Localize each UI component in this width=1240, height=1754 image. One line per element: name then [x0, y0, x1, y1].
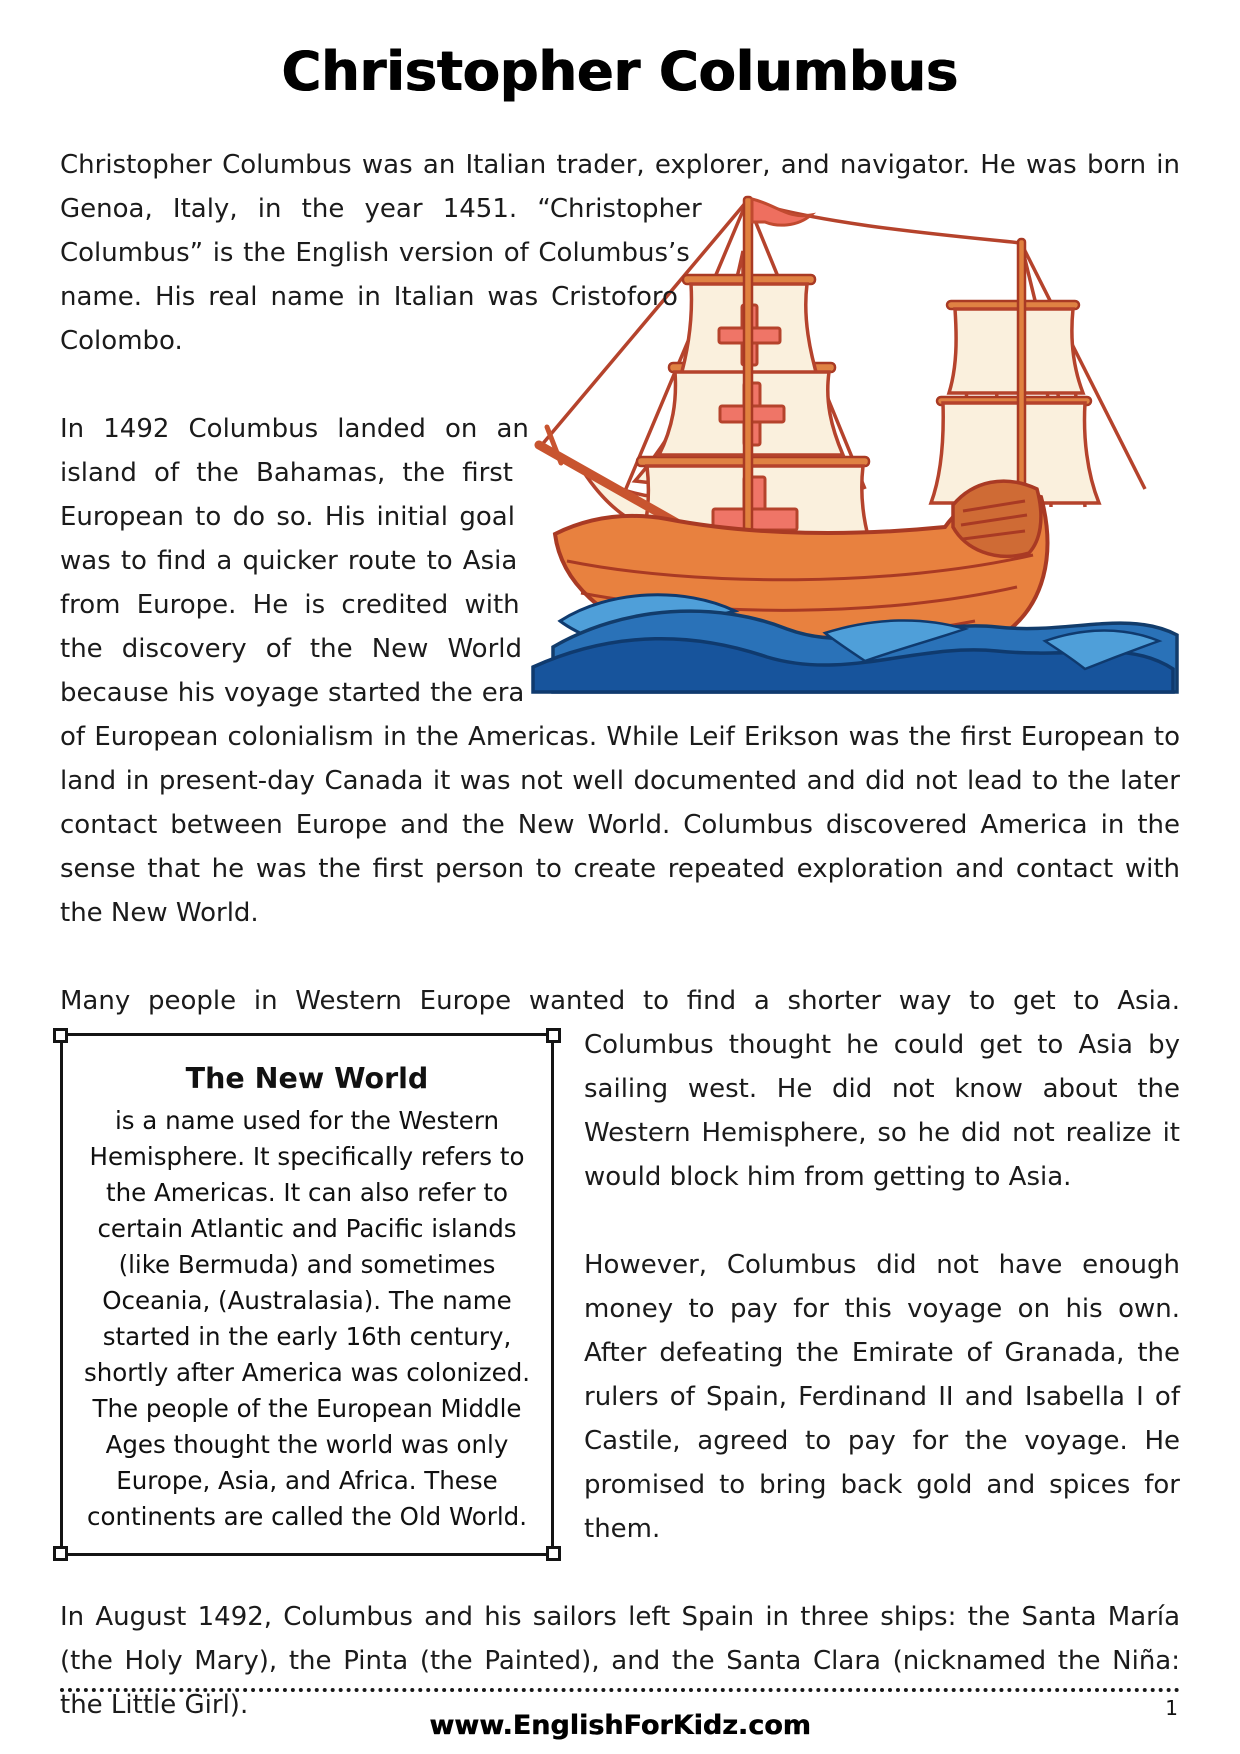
- infobox-body: is a name used for the Western Hemisphere. It specifically refers to the Americas. It can also refer to certain Atlantic and Pacific islands (like Bermuda) and sometimes Oceania, (Australasia). The name started in the early 16th century, shortly after America was colonized. The people of the European Middle Ages thought the world was only Europe, Asia, and Africa. These continents are called the Old World.: [83, 1106, 531, 1531]
- page-number: 1: [1165, 1696, 1178, 1720]
- paragraph-ships: In August 1492, Columbus and his sailors left Spain in three ships: the Santa María (the Holy Mary), the Pinta (the Painted), and the Santa Clara (nicknamed the Niña: the Little Girl).: [60, 1602, 1180, 1720]
- page-footer: [60, 1688, 1180, 1741]
- paragraph-funding: However, Columbus did not have enough money to pay for this voyage on his own. After defeating the Emirate of Granada, the rulers of Spain, Ferdinand II and Isabella I of Castile, agreed to pay for the voyage. He promised to bring back gold and spices for them.: [584, 1250, 1180, 1544]
- ship-fore-sails: [931, 309, 1099, 503]
- paragraph-discovery: In 1492 Columbus landed on an island of the Bahamas, the first European to do so. His initial goal was to find a quicker route to Asia from Europe. He is credited with the discovery of the New World because his voyage started the era of European colonialism in the Americas. While Leif Erikson was the first European to land in present-day Canada it was not well documented and did not lead to the later contact between Europe and the New World. Columbus discovered America in the sense that he was the first person to create repeated exploration and contact with the New World.: [60, 414, 1180, 928]
- footer-website-url: www.EnglishForKidz.com: [429, 1710, 811, 1741]
- paragraph-intro: Christopher Columbus was an Italian trader, explorer, and navigator. He was born in Genoa, Italy, in the year 1451. “Christopher Columbus” is the English version of Columbus’s name. His real name in Italian was Cristoforo Colombo.: [60, 150, 1180, 356]
- page-content: [60, 40, 1180, 1727]
- infobox-corner-ornament: [546, 1028, 561, 1043]
- paragraph-asia: Many people in Western Europe wanted to find a shorter way to get to Asia. Columbus thought he could get to Asia by sailing west. He did not know about the Western Hemisphere, so he did not realize it would block him from getting to Asia.: [60, 986, 1180, 1192]
- infobox-corner-ornament: [546, 1546, 561, 1561]
- infobox-corner-ornament: [53, 1028, 68, 1043]
- page-title: Christopher Columbus: [281, 40, 959, 103]
- infobox-corner-ornament: [53, 1546, 68, 1561]
- ship-flag: [752, 199, 811, 225]
- new-world-infobox: [60, 1033, 554, 1556]
- infobox-title: The New World: [185, 1062, 429, 1095]
